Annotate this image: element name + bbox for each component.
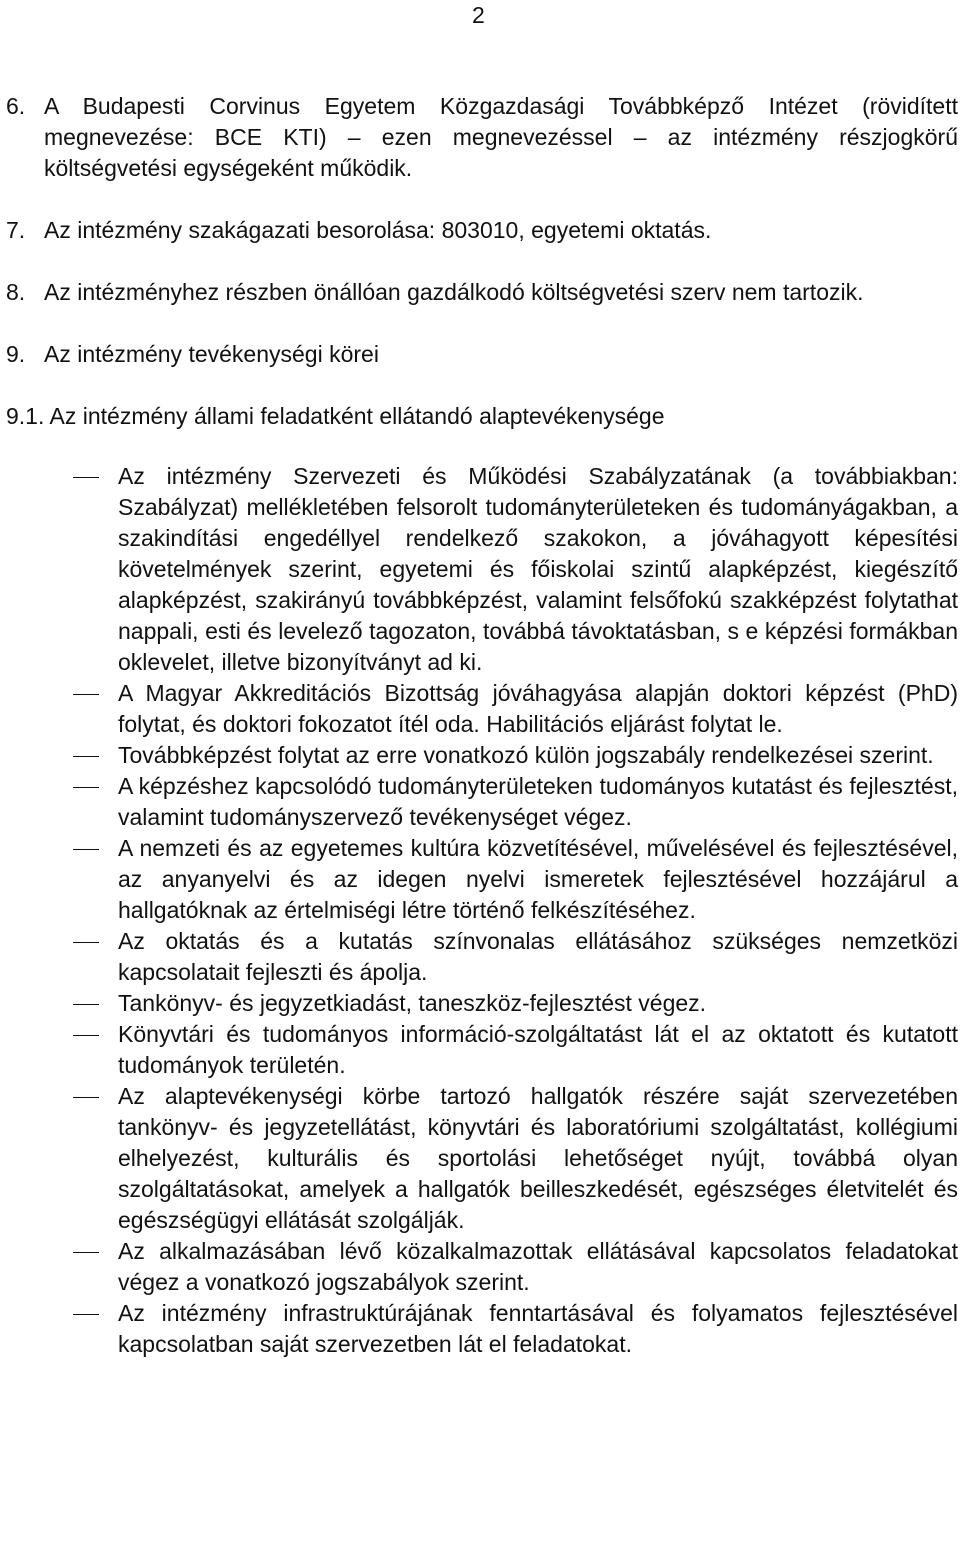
paragraph-number: 9. — [6, 341, 26, 367]
list-item-text: Továbbképzést folytat az erre vonatkozó külön jogszabály rendelkezései szerint. — [118, 742, 934, 768]
list-item-text: Az alaptevékenységi körbe tartozó hallgatók részére saját szervezetében tankönyv- és jegyzetellátást, könyvtári és laboratóriumi szolgáltatást, kollégiumi elhelyezést, kulturális és sportolási lehetőséget nyújt, továbbá olyan szolgáltatásokat, amelyek a hallgatók beilleszkedését, egészséges életvitelét és egészségügyi ellátását szolgálják. — [118, 1083, 958, 1233]
list-item-text: A Magyar Akkreditációs Bizottság jóváhagyása alapján doktori képzést (PhD) folytat, és doktori fokozatot ítél oda. Habilitációs eljárást folytat le. — [118, 680, 958, 737]
list-item — [6, 461, 958, 678]
dash-bullet-icon — [6, 926, 118, 988]
paragraph-6 — [6, 91, 958, 184]
dash-bullet-icon — [6, 678, 118, 740]
subsection-number: 9.1. — [6, 403, 45, 429]
paragraph-number: 7. — [6, 217, 26, 243]
list-item — [6, 740, 958, 771]
dash-bullet-icon — [6, 1019, 118, 1081]
activity-list — [6, 461, 958, 1360]
dash-bullet-icon — [6, 1236, 118, 1298]
list-item — [6, 926, 958, 988]
list-item — [6, 771, 958, 833]
list-item — [6, 1081, 958, 1236]
list-item — [6, 988, 958, 1019]
subsection-title: Az intézmény állami feladatként ellátandó alaptevékenysége — [49, 403, 665, 429]
dash-bullet-icon — [6, 833, 118, 926]
list-item — [6, 833, 958, 926]
paragraph-7 — [6, 215, 958, 246]
paragraph-number: 8. — [6, 279, 26, 305]
dash-bullet-icon — [6, 988, 118, 1019]
dash-bullet-icon — [6, 740, 118, 771]
paragraph-number: 6. — [6, 93, 26, 119]
list-item-text: Tankönyv- és jegyzetkiadást, taneszköz-fejlesztést végez. — [118, 990, 707, 1016]
list-item-text: Az alkalmazásában lévő közalkalmazottak ellátásával kapcsolatos feladatokat végez a vonatkozó jogszabályok szerint. — [118, 1238, 958, 1295]
paragraph-8 — [6, 277, 958, 308]
list-item — [6, 1298, 958, 1360]
dash-bullet-icon — [6, 771, 118, 833]
page-number: 2 — [472, 2, 485, 28]
document-body — [6, 91, 958, 1360]
paragraph-text: Az intézmény tevékenységi körei — [44, 341, 379, 367]
list-item-text: A képzéshez kapcsolódó tudományterületeken tudományos kutatást és fejlesztést, valamint tudományszervező tevékenységet végez. — [118, 773, 958, 830]
dash-bullet-icon — [6, 1298, 118, 1360]
dash-bullet-icon — [6, 1081, 118, 1236]
paragraph-9 — [6, 339, 958, 370]
paragraph-text: Az intézmény szakágazati besorolása: 803010, egyetemi oktatás. — [44, 217, 712, 243]
subsection-heading — [6, 401, 958, 432]
list-item-text: Az oktatás és a kutatás színvonalas ellátásához szükséges nemzetközi kapcsolatait fejleszti és ápolja. — [118, 928, 958, 985]
list-item-text: Az intézmény Szervezeti és Működési Szabályzatának (a továbbiakban: Szabályzat) mellékletében felsorolt tudományterületeken és tudományágakban, a szakindítási engedéllyel rendelkező szakokon, a jóváhagyott képesítési követelmények szerint, egyetemi és főiskolai szintű alapképzést, kiegészítő alapképzést, szakirányú továbbképzést, valamint felsőfokú szakképzést folytathat nappali, esti és levelező tagozaton, továbbá távoktatásban, s e képzési formákban oklevelet, illetve bizonyítványt ad ki. — [118, 463, 958, 675]
paragraph-text: A Budapesti Corvinus Egyetem Közgazdasági Továbbképző Intézet (rövidített megnevezése: BCE KTI) – ezen megnevezéssel – az intézmény részjogkörű költségvetési egységeként működik. — [44, 93, 958, 181]
paragraph-text: Az intézményhez részben önállóan gazdálkodó költségvetési szerv nem tartozik. — [44, 279, 864, 305]
list-item — [6, 678, 958, 740]
list-item-text: A nemzeti és az egyetemes kultúra közvetítésével, művelésével és fejlesztésével, az anyanyelvi és az idegen nyelvi ismeretek fejlesztésével hozzájárul a hallgatóknak az értelmiségi létre történő felkészítéséhez. — [118, 835, 958, 923]
list-item-text: Könyvtári és tudományos információ-szolgáltatást lát el az oktatott és kutatott tudományok területén. — [118, 1021, 958, 1078]
list-item — [6, 1236, 958, 1298]
list-item — [6, 1019, 958, 1081]
list-item-text: Az intézmény infrastruktúrájának fenntartásával és folyamatos fejlesztésével kapcsolatban saját szervezetben lát el feladatokat. — [118, 1300, 958, 1357]
dash-bullet-icon — [6, 461, 118, 678]
